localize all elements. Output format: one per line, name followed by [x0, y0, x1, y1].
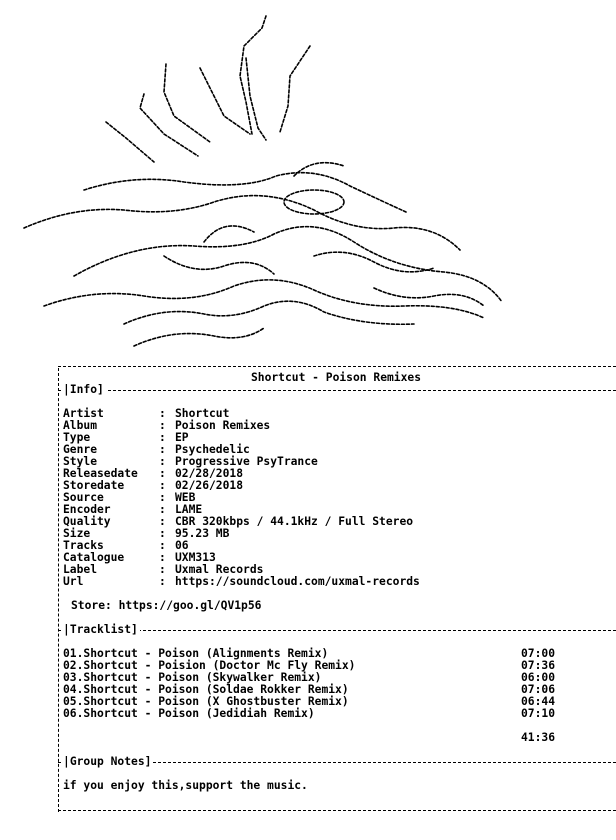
notes-text: if you enjoy this,support the music. — [63, 779, 308, 792]
tracklist-section-label: |Tracklist] — [63, 623, 138, 636]
info-row-catalogue: Catalogue : UXM313 — [63, 551, 216, 564]
info-row-source: Source : WEB — [63, 491, 196, 504]
info-row-size: Size : 95.23 MB — [63, 527, 230, 540]
info-row-artist: Artist : Shortcut — [63, 407, 230, 420]
track-row: 06.Shortcut - Poison (Jedidiah Remix) 07:10 — [63, 707, 556, 720]
top-border — [58, 366, 616, 367]
nfo-document — [56, 360, 616, 820]
total-time: 41:36 — [521, 731, 556, 744]
info-row-label: Label : Uxmal Records — [63, 563, 264, 576]
info-row-encoder: Encoder : LAME — [63, 503, 203, 516]
store-link[interactable]: https://goo.gl/QV1p56 — [118, 599, 262, 612]
store-row: Store: https://goo.gl/QV1p56 — [71, 599, 262, 612]
tracklist-divider — [58, 630, 616, 631]
info-divider — [58, 390, 616, 391]
bottom-border — [58, 810, 616, 811]
ascii-art-image — [14, 6, 514, 350]
track-row: 01.Shortcut - Poison (Alignments Remix) 07:00 — [63, 647, 556, 660]
info-row-tracks: Tracks : 06 — [63, 539, 189, 552]
info-row-style: Style : Progressive PsyTrance — [63, 455, 318, 468]
track-row: 04.Shortcut - Poison (Soldae Rokker Remix) 07:06 — [63, 683, 556, 696]
track-row: 02.Shortcut - Poision (Doctor Mc Fly Remix) 07:36 — [63, 659, 556, 672]
notes-section-label: |Group Notes] — [63, 755, 152, 768]
info-row-url: Url : https://soundcloud.com/uxmal-records — [63, 575, 420, 588]
left-border — [58, 368, 59, 812]
info-row-storedate: Storedate : 02/26/2018 — [63, 479, 244, 492]
total-time-row — [63, 732, 555, 744]
url-link[interactable]: https://soundcloud.com/uxmal-records — [175, 575, 420, 588]
track-row: 05.Shortcut - Poison (X Ghostbuster Remix) 06:44 — [63, 695, 556, 708]
info-row-genre: Genre : Psychedelic — [63, 443, 250, 456]
info-row-releasedate: Releasedate : 02/28/2018 — [63, 467, 244, 480]
info-row-quality: Quality : CBR 320kbps / 44.1kHz / Full Stereo — [63, 515, 414, 528]
release-title: Shortcut - Poison Remixes — [250, 371, 422, 384]
info-row-album: Album : Poison Remixes — [63, 419, 271, 432]
info-row-type: Type : EP — [63, 431, 189, 444]
info-section-label: |Info] — [63, 383, 104, 396]
track-row: 03.Shortcut - Poison (Skywalker Remix) 06:00 — [63, 671, 556, 684]
